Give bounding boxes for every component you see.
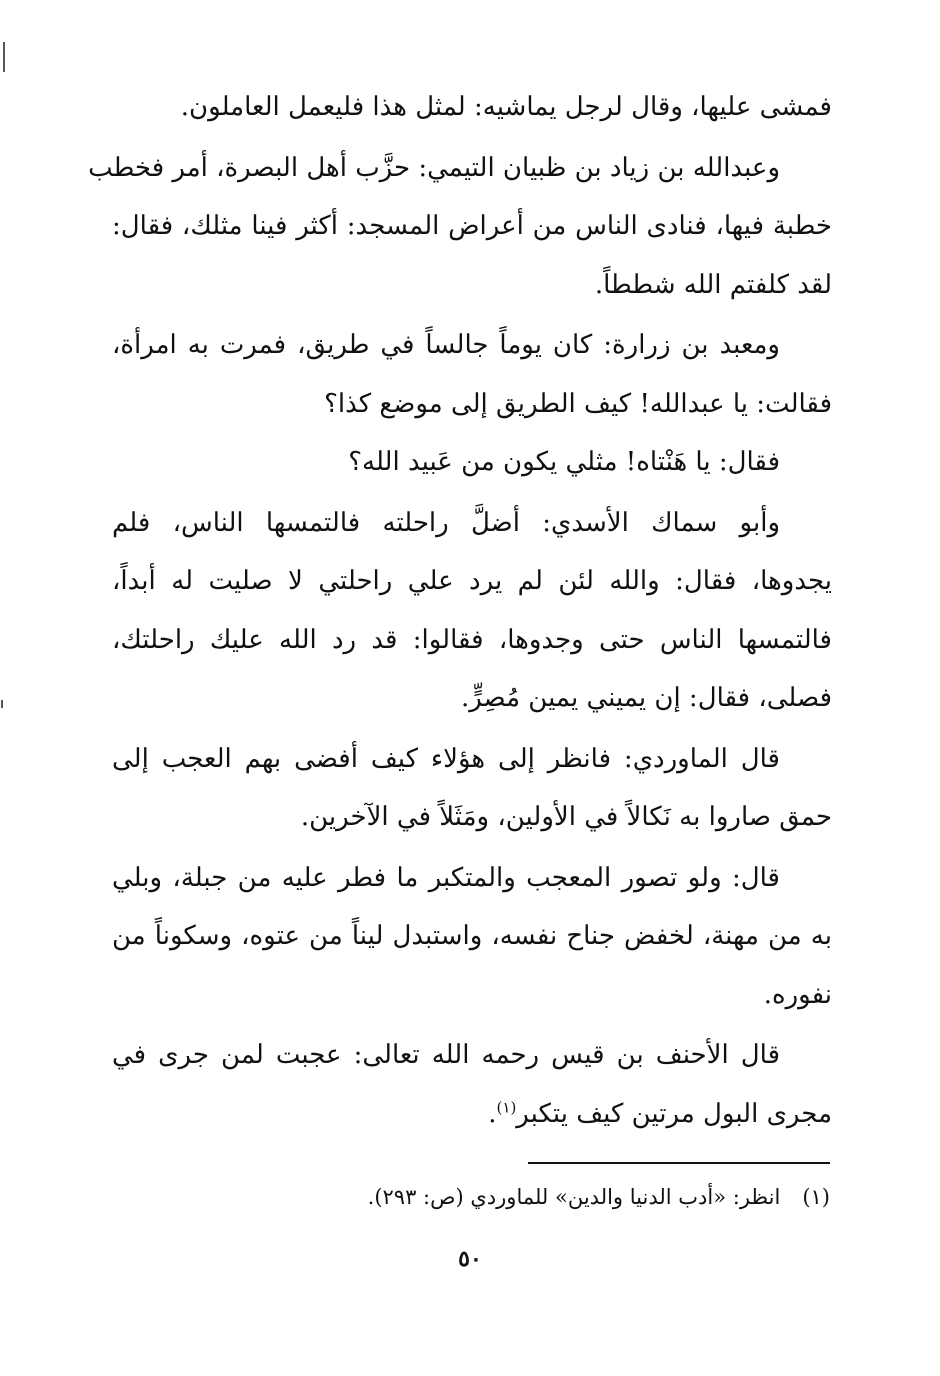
text-line: فصلى، فقال: إن يميني يمين مُصِرٍّ. <box>460 683 832 713</box>
paragraph <box>112 849 832 1025</box>
page-number: ٥٠ <box>458 1246 482 1272</box>
scan-edge-mark <box>3 42 5 72</box>
text-line: ومعبد بن زرارة: كان يوماً جالساً في طريق، فمرت به امرأة، <box>112 330 780 360</box>
paragraph <box>112 1026 832 1143</box>
footnote-divider <box>528 1162 830 1164</box>
paragraph <box>112 316 832 433</box>
footnote-text: انظر: «أدب الدنيا والدين» للماوردي (ص: ٢٩٣). <box>367 1185 781 1209</box>
text-line: خطبة فيها، فنادى الناس من أعراض المسجد: أكثر فينا مثلك، فقال: <box>112 211 832 241</box>
text-line: قال الماوردي: فانظر إلى هؤلاء كيف أفضى بهم العجب إلى <box>112 743 780 774</box>
text-line: به من مهنة، لخفض جناح نفسه، واستبدل ليناً من عتوه، وسكوناً من <box>112 921 832 951</box>
sentence-end: . <box>488 1098 497 1129</box>
paragraph <box>112 494 832 728</box>
text-line: فقال: يا هَنْتاه! مثلي يكون من عَبيد الله؟ <box>348 447 780 477</box>
footnote <box>368 1180 830 1214</box>
footnote-number: (١) <box>802 1185 830 1209</box>
scan-edge-mark <box>1 700 3 708</box>
text-line-content: مجرى البول مرتين كيف يتكبر <box>516 1098 832 1129</box>
text-line: وأبو سماك الأسدي: أضلَّ راحلته فالتمسها الناس، فلم <box>112 507 780 538</box>
text-line: نفوره. <box>763 979 832 1010</box>
text-line <box>112 1085 832 1144</box>
text-line: حمق صاروا به نَكالاً في الأولين، ومَثَلاً في الآخرين. <box>300 802 832 832</box>
paragraph <box>112 433 832 492</box>
paragraph <box>88 139 832 315</box>
text-line: يجدوها، فقال: والله لئن لم يرد علي راحلتي لا صليت له أبداً، <box>112 566 832 596</box>
page-body <box>88 78 832 1143</box>
text-line: فمشى عليها، وقال لرجل يماشيه: لمثل هذا فليعمل العاملون. <box>180 92 832 122</box>
paragraph <box>112 730 832 847</box>
text-line: لقد كلفتم الله شططاً. <box>594 269 832 300</box>
paragraph <box>112 78 832 137</box>
text-line: قال: ولو تصور المعجب والمتكبر ما فطر عليه من جبلة، وبلي <box>112 862 780 893</box>
text-line: قال الأحنف بن قيس رحمه الله تعالى: عجبت لمن جرى في <box>112 1040 780 1070</box>
text-line: فقالت: يا عبدالله! كيف الطريق إلى موضع كذا؟ <box>324 388 832 419</box>
text-line: وعبدالله بن زياد بن ظبيان التيمي: حزَّب أهل البصرة، أمر فخطب <box>88 152 780 183</box>
text-line: فالتمسها الناس حتى وجدوها، فقالوا: قد رد الله عليك راحلتك، <box>112 624 832 655</box>
footnote-marker: (١) <box>496 1097 517 1116</box>
